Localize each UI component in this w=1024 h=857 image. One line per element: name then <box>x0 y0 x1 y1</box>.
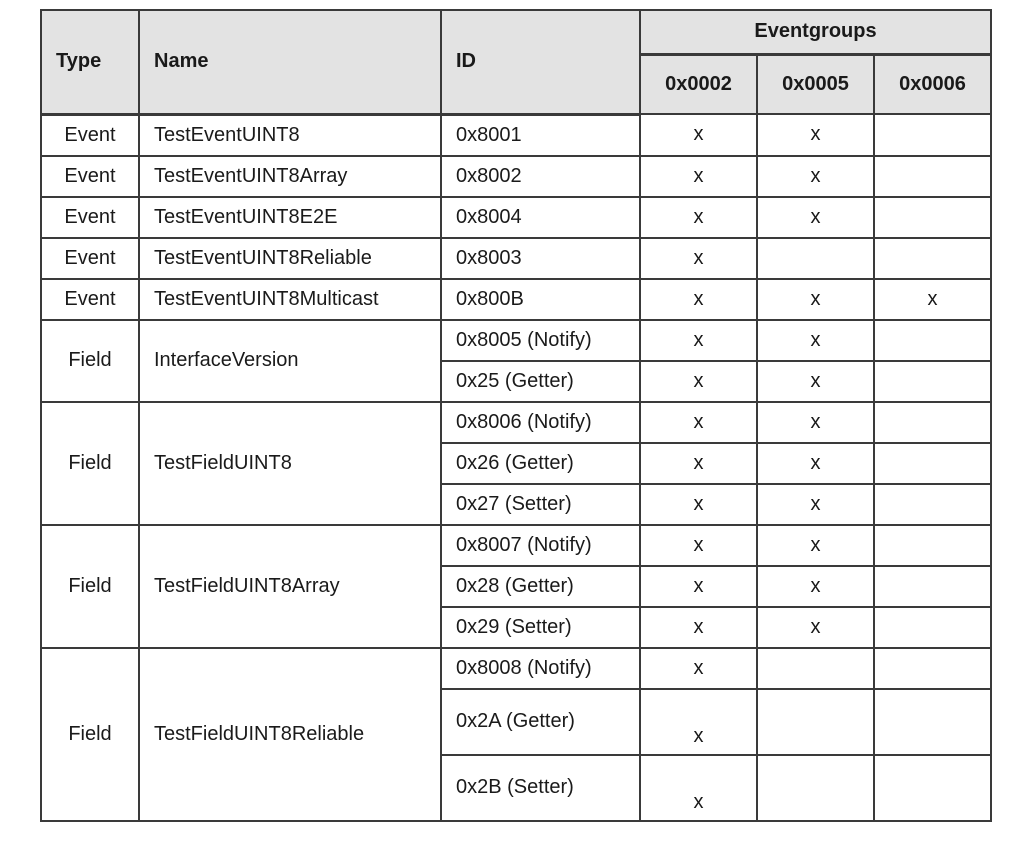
id-cell: 0x2A (Getter) <box>441 689 640 755</box>
id-cell: 0x8002 <box>441 156 640 197</box>
id-cell: 0x29 (Setter) <box>441 607 640 648</box>
mark-cell: x <box>757 402 874 443</box>
header-group-0x0002: 0x0002 <box>640 54 757 114</box>
mark-cell <box>874 443 991 484</box>
mark-cell <box>874 320 991 361</box>
header-group-0x0005: 0x0005 <box>757 54 874 114</box>
name-cell: TestEventUINT8Array <box>139 156 441 197</box>
mark-cell <box>757 689 874 755</box>
mark-cell <box>874 197 991 238</box>
mark-cell: x <box>640 320 757 361</box>
mark-cell: x <box>640 238 757 279</box>
type-cell: Event <box>41 114 139 156</box>
id-cell: 0x800B <box>441 279 640 320</box>
mark-cell: x <box>640 156 757 197</box>
mark-cell: x <box>874 279 991 320</box>
type-cell: Event <box>41 279 139 320</box>
header-eventgroups: Eventgroups <box>640 10 991 54</box>
eventgroups-table-container <box>40 9 992 822</box>
header-type: Type <box>41 10 139 114</box>
id-cell: 0x8004 <box>441 197 640 238</box>
mark-cell: x <box>757 320 874 361</box>
id-cell: 0x2B (Setter) <box>441 755 640 821</box>
mark-cell <box>874 484 991 525</box>
table-row <box>41 114 991 156</box>
name-cell: TestEventUINT8Multicast <box>139 279 441 320</box>
type-cell: Event <box>41 238 139 279</box>
mark-cell <box>757 238 874 279</box>
id-cell: 0x28 (Getter) <box>441 566 640 607</box>
mark-cell <box>874 689 991 755</box>
header-id: ID <box>441 10 640 114</box>
mark-cell: x <box>757 156 874 197</box>
mark-cell: x <box>757 279 874 320</box>
mark-cell: x <box>640 197 757 238</box>
id-cell: 0x27 (Setter) <box>441 484 640 525</box>
id-cell: 0x8005 (Notify) <box>441 320 640 361</box>
mark-cell: x <box>640 361 757 402</box>
mark-cell: x <box>757 443 874 484</box>
table-row <box>41 402 991 443</box>
mark-cell: x <box>640 607 757 648</box>
mark-cell <box>874 607 991 648</box>
mark-cell: x <box>757 197 874 238</box>
mark-cell: x <box>757 361 874 402</box>
id-cell: 0x25 (Getter) <box>441 361 640 402</box>
mark-cell <box>874 156 991 197</box>
mark-cell <box>874 361 991 402</box>
id-cell: 0x8007 (Notify) <box>441 525 640 566</box>
mark-cell: x <box>757 114 874 156</box>
table-row <box>41 197 991 238</box>
mark-cell: x <box>640 566 757 607</box>
mark-cell <box>757 755 874 821</box>
mark-cell: x <box>757 607 874 648</box>
name-cell: TestFieldUINT8 <box>139 402 441 525</box>
mark-cell: x <box>640 484 757 525</box>
id-cell: 0x8003 <box>441 238 640 279</box>
mark-cell: x <box>757 566 874 607</box>
name-cell: InterfaceVersion <box>139 320 441 402</box>
table-row <box>41 320 991 361</box>
mark-cell: x <box>640 648 757 689</box>
mark-cell <box>874 566 991 607</box>
id-cell: 0x8001 <box>441 114 640 156</box>
name-cell: TestFieldUINT8Array <box>139 525 441 648</box>
table-row <box>41 525 991 566</box>
table-row <box>41 648 991 689</box>
name-cell: TestEventUINT8 <box>139 114 441 156</box>
mark-cell <box>874 114 991 156</box>
mark-cell <box>874 402 991 443</box>
type-cell: Field <box>41 648 139 821</box>
type-cell: Field <box>41 320 139 402</box>
table-row <box>41 156 991 197</box>
type-cell: Field <box>41 402 139 525</box>
mark-cell <box>874 525 991 566</box>
mark-cell: x <box>757 525 874 566</box>
mark-cell <box>874 648 991 689</box>
mark-cell: x <box>640 443 757 484</box>
id-cell: 0x8008 (Notify) <box>441 648 640 689</box>
name-cell: TestFieldUINT8Reliable <box>139 648 441 821</box>
mark-cell: x <box>640 402 757 443</box>
mark-cell: x <box>640 755 757 821</box>
mark-cell <box>874 755 991 821</box>
mark-cell: x <box>640 279 757 320</box>
header-group-0x0006: 0x0006 <box>874 54 991 114</box>
mark-cell <box>874 238 991 279</box>
header-name: Name <box>139 10 441 114</box>
table-row <box>41 238 991 279</box>
name-cell: TestEventUINT8E2E <box>139 197 441 238</box>
mark-cell: x <box>757 484 874 525</box>
type-cell: Event <box>41 156 139 197</box>
id-cell: 0x8006 (Notify) <box>441 402 640 443</box>
type-cell: Event <box>41 197 139 238</box>
mark-cell: x <box>640 689 757 755</box>
type-cell: Field <box>41 525 139 648</box>
name-cell: TestEventUINT8Reliable <box>139 238 441 279</box>
mark-cell <box>757 648 874 689</box>
table-row <box>41 279 991 320</box>
mark-cell: x <box>640 525 757 566</box>
eventgroups-table <box>40 9 992 822</box>
id-cell: 0x26 (Getter) <box>441 443 640 484</box>
mark-cell: x <box>640 114 757 156</box>
